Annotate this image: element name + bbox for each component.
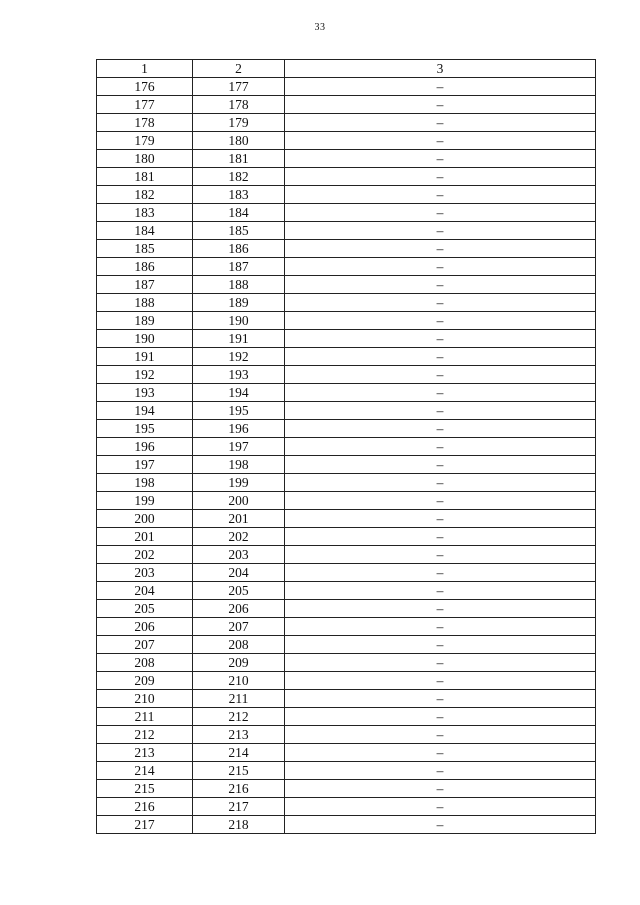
table-cell-col-1: 215 [97,780,193,798]
table-cell-col-2: 212 [193,708,285,726]
table-row [97,402,596,420]
table-cell-col-3: – [285,402,596,420]
table-cell-col-3: – [285,114,596,132]
table-cell-col-1: 190 [97,330,193,348]
table-body [97,78,596,834]
table-cell-col-3: – [285,348,596,366]
table-cell-col-2: 188 [193,276,285,294]
table-row [97,420,596,438]
table-row [97,708,596,726]
table-cell-col-1: 182 [97,186,193,204]
table-row [97,798,596,816]
table-cell-col-3: – [285,186,596,204]
table-row [97,96,596,114]
table-cell-col-1: 211 [97,708,193,726]
table-cell-col-3: – [285,438,596,456]
table-cell-col-1: 199 [97,492,193,510]
table-cell-col-2: 200 [193,492,285,510]
table-row [97,636,596,654]
table-row [97,762,596,780]
table-cell-col-2: 185 [193,222,285,240]
table-cell-col-1: 214 [97,762,193,780]
table-cell-col-1: 185 [97,240,193,258]
column-header-2: 2 [193,60,285,78]
table-cell-col-1: 192 [97,366,193,384]
table-cell-col-1: 191 [97,348,193,366]
table-row [97,384,596,402]
table-row [97,456,596,474]
table-cell-col-3: – [285,366,596,384]
table-row [97,690,596,708]
table-cell-col-1: 200 [97,510,193,528]
table-cell-col-3: – [285,726,596,744]
table-cell-col-2: 201 [193,510,285,528]
table-row [97,150,596,168]
table-cell-col-3: – [285,420,596,438]
table-cell-col-1: 197 [97,456,193,474]
table-cell-col-1: 217 [97,816,193,834]
table-cell-col-2: 186 [193,240,285,258]
data-table [96,59,596,834]
table-cell-col-3: – [285,654,596,672]
table-row [97,186,596,204]
table-row [97,528,596,546]
table-cell-col-2: 211 [193,690,285,708]
table-row [97,618,596,636]
table-cell-col-3: – [285,456,596,474]
table-cell-col-2: 182 [193,168,285,186]
table-cell-col-2: 189 [193,294,285,312]
table-cell-col-1: 186 [97,258,193,276]
table-cell-col-3: – [285,528,596,546]
table-row [97,474,596,492]
table-cell-col-3: – [285,798,596,816]
table-cell-col-3: – [285,762,596,780]
table-cell-col-3: – [285,294,596,312]
table-cell-col-1: 181 [97,168,193,186]
table-row [97,258,596,276]
table-row [97,582,596,600]
table-cell-col-3: – [285,132,596,150]
table-cell-col-1: 198 [97,474,193,492]
table-row [97,366,596,384]
table-cell-col-2: 206 [193,600,285,618]
table-row [97,744,596,762]
table-cell-col-3: – [285,222,596,240]
column-header-1: 1 [97,60,193,78]
table-cell-col-1: 179 [97,132,193,150]
table-cell-col-2: 203 [193,546,285,564]
table-cell-col-3: – [285,564,596,582]
table-row [97,672,596,690]
table-cell-col-1: 207 [97,636,193,654]
table-cell-col-2: 195 [193,402,285,420]
column-header-3: 3 [285,60,596,78]
table-row [97,168,596,186]
table-cell-col-1: 193 [97,384,193,402]
table-cell-col-2: 180 [193,132,285,150]
table-cell-col-2: 190 [193,312,285,330]
table-cell-col-2: 214 [193,744,285,762]
table-cell-col-1: 212 [97,726,193,744]
table-cell-col-2: 210 [193,672,285,690]
table-cell-col-2: 178 [193,96,285,114]
table-cell-col-2: 202 [193,528,285,546]
table-cell-col-3: – [285,510,596,528]
table-cell-col-1: 176 [97,78,193,96]
table-cell-col-1: 195 [97,420,193,438]
table-cell-col-1: 189 [97,312,193,330]
table-row [97,600,596,618]
header-row [97,60,596,78]
table-row [97,492,596,510]
table-cell-col-2: 205 [193,582,285,600]
table-row [97,114,596,132]
table-cell-col-3: – [285,636,596,654]
table-cell-col-1: 177 [97,96,193,114]
table-row [97,510,596,528]
table-row [97,780,596,798]
table-row [97,276,596,294]
table-cell-col-3: – [285,78,596,96]
table-cell-col-2: 196 [193,420,285,438]
table-row [97,564,596,582]
table-cell-col-1: 196 [97,438,193,456]
table-cell-col-3: – [285,600,596,618]
table-cell-col-2: 217 [193,798,285,816]
table-cell-col-2: 199 [193,474,285,492]
table-row [97,222,596,240]
table-cell-col-3: – [285,618,596,636]
table-cell-col-2: 192 [193,348,285,366]
table-cell-col-1: 208 [97,654,193,672]
table-cell-col-2: 183 [193,186,285,204]
table-cell-col-2: 218 [193,816,285,834]
page-number: 33 [314,22,326,33]
table-cell-col-2: 181 [193,150,285,168]
table-cell-col-3: – [285,546,596,564]
table-cell-col-1: 209 [97,672,193,690]
table-cell-col-2: 187 [193,258,285,276]
table-cell-col-3: – [285,744,596,762]
table-cell-col-1: 204 [97,582,193,600]
table-cell-col-1: 202 [97,546,193,564]
table-cell-col-2: 194 [193,384,285,402]
table-cell-col-3: – [285,780,596,798]
table-cell-col-1: 184 [97,222,193,240]
table-cell-col-2: 191 [193,330,285,348]
table-row [97,240,596,258]
table-cell-col-2: 177 [193,78,285,96]
table-row [97,816,596,834]
table-row [97,438,596,456]
table-cell-col-1: 206 [97,618,193,636]
table-cell-col-2: 213 [193,726,285,744]
table-row [97,312,596,330]
table-cell-col-2: 184 [193,204,285,222]
table-cell-col-1: 216 [97,798,193,816]
table-cell-col-3: – [285,708,596,726]
table-cell-col-3: – [285,492,596,510]
table-cell-col-3: – [285,168,596,186]
table-cell-col-3: – [285,204,596,222]
table-cell-col-2: 208 [193,636,285,654]
table-row [97,294,596,312]
table-header [97,60,596,78]
table-cell-col-2: 198 [193,456,285,474]
table-cell-col-1: 203 [97,564,193,582]
table-cell-col-3: – [285,96,596,114]
table-row [97,348,596,366]
table-cell-col-3: – [285,474,596,492]
table-row [97,546,596,564]
table-cell-col-1: 201 [97,528,193,546]
table-cell-col-1: 213 [97,744,193,762]
table-cell-col-3: – [285,312,596,330]
table-cell-col-3: – [285,582,596,600]
table-cell-col-1: 180 [97,150,193,168]
table-row [97,78,596,96]
table-cell-col-3: – [285,258,596,276]
table-cell-col-2: 193 [193,366,285,384]
table-row [97,654,596,672]
table-cell-col-2: 216 [193,780,285,798]
table-cell-col-1: 194 [97,402,193,420]
table-cell-col-1: 205 [97,600,193,618]
table-cell-col-1: 178 [97,114,193,132]
table-row [97,132,596,150]
table-cell-col-3: – [285,240,596,258]
table-cell-col-1: 188 [97,294,193,312]
table-cell-col-2: 207 [193,618,285,636]
table-cell-col-2: 209 [193,654,285,672]
table-cell-col-1: 183 [97,204,193,222]
table-row [97,726,596,744]
table-cell-col-3: – [285,690,596,708]
table-cell-col-3: – [285,330,596,348]
table-cell-col-3: – [285,384,596,402]
table-cell-col-1: 210 [97,690,193,708]
table-cell-col-2: 179 [193,114,285,132]
table-cell-col-1: 187 [97,276,193,294]
table-cell-col-3: – [285,276,596,294]
table-cell-col-2: 215 [193,762,285,780]
table-cell-col-3: – [285,816,596,834]
table-cell-col-2: 197 [193,438,285,456]
table-row [97,330,596,348]
table-row [97,204,596,222]
table-cell-col-3: – [285,150,596,168]
table-cell-col-2: 204 [193,564,285,582]
table-cell-col-3: – [285,672,596,690]
